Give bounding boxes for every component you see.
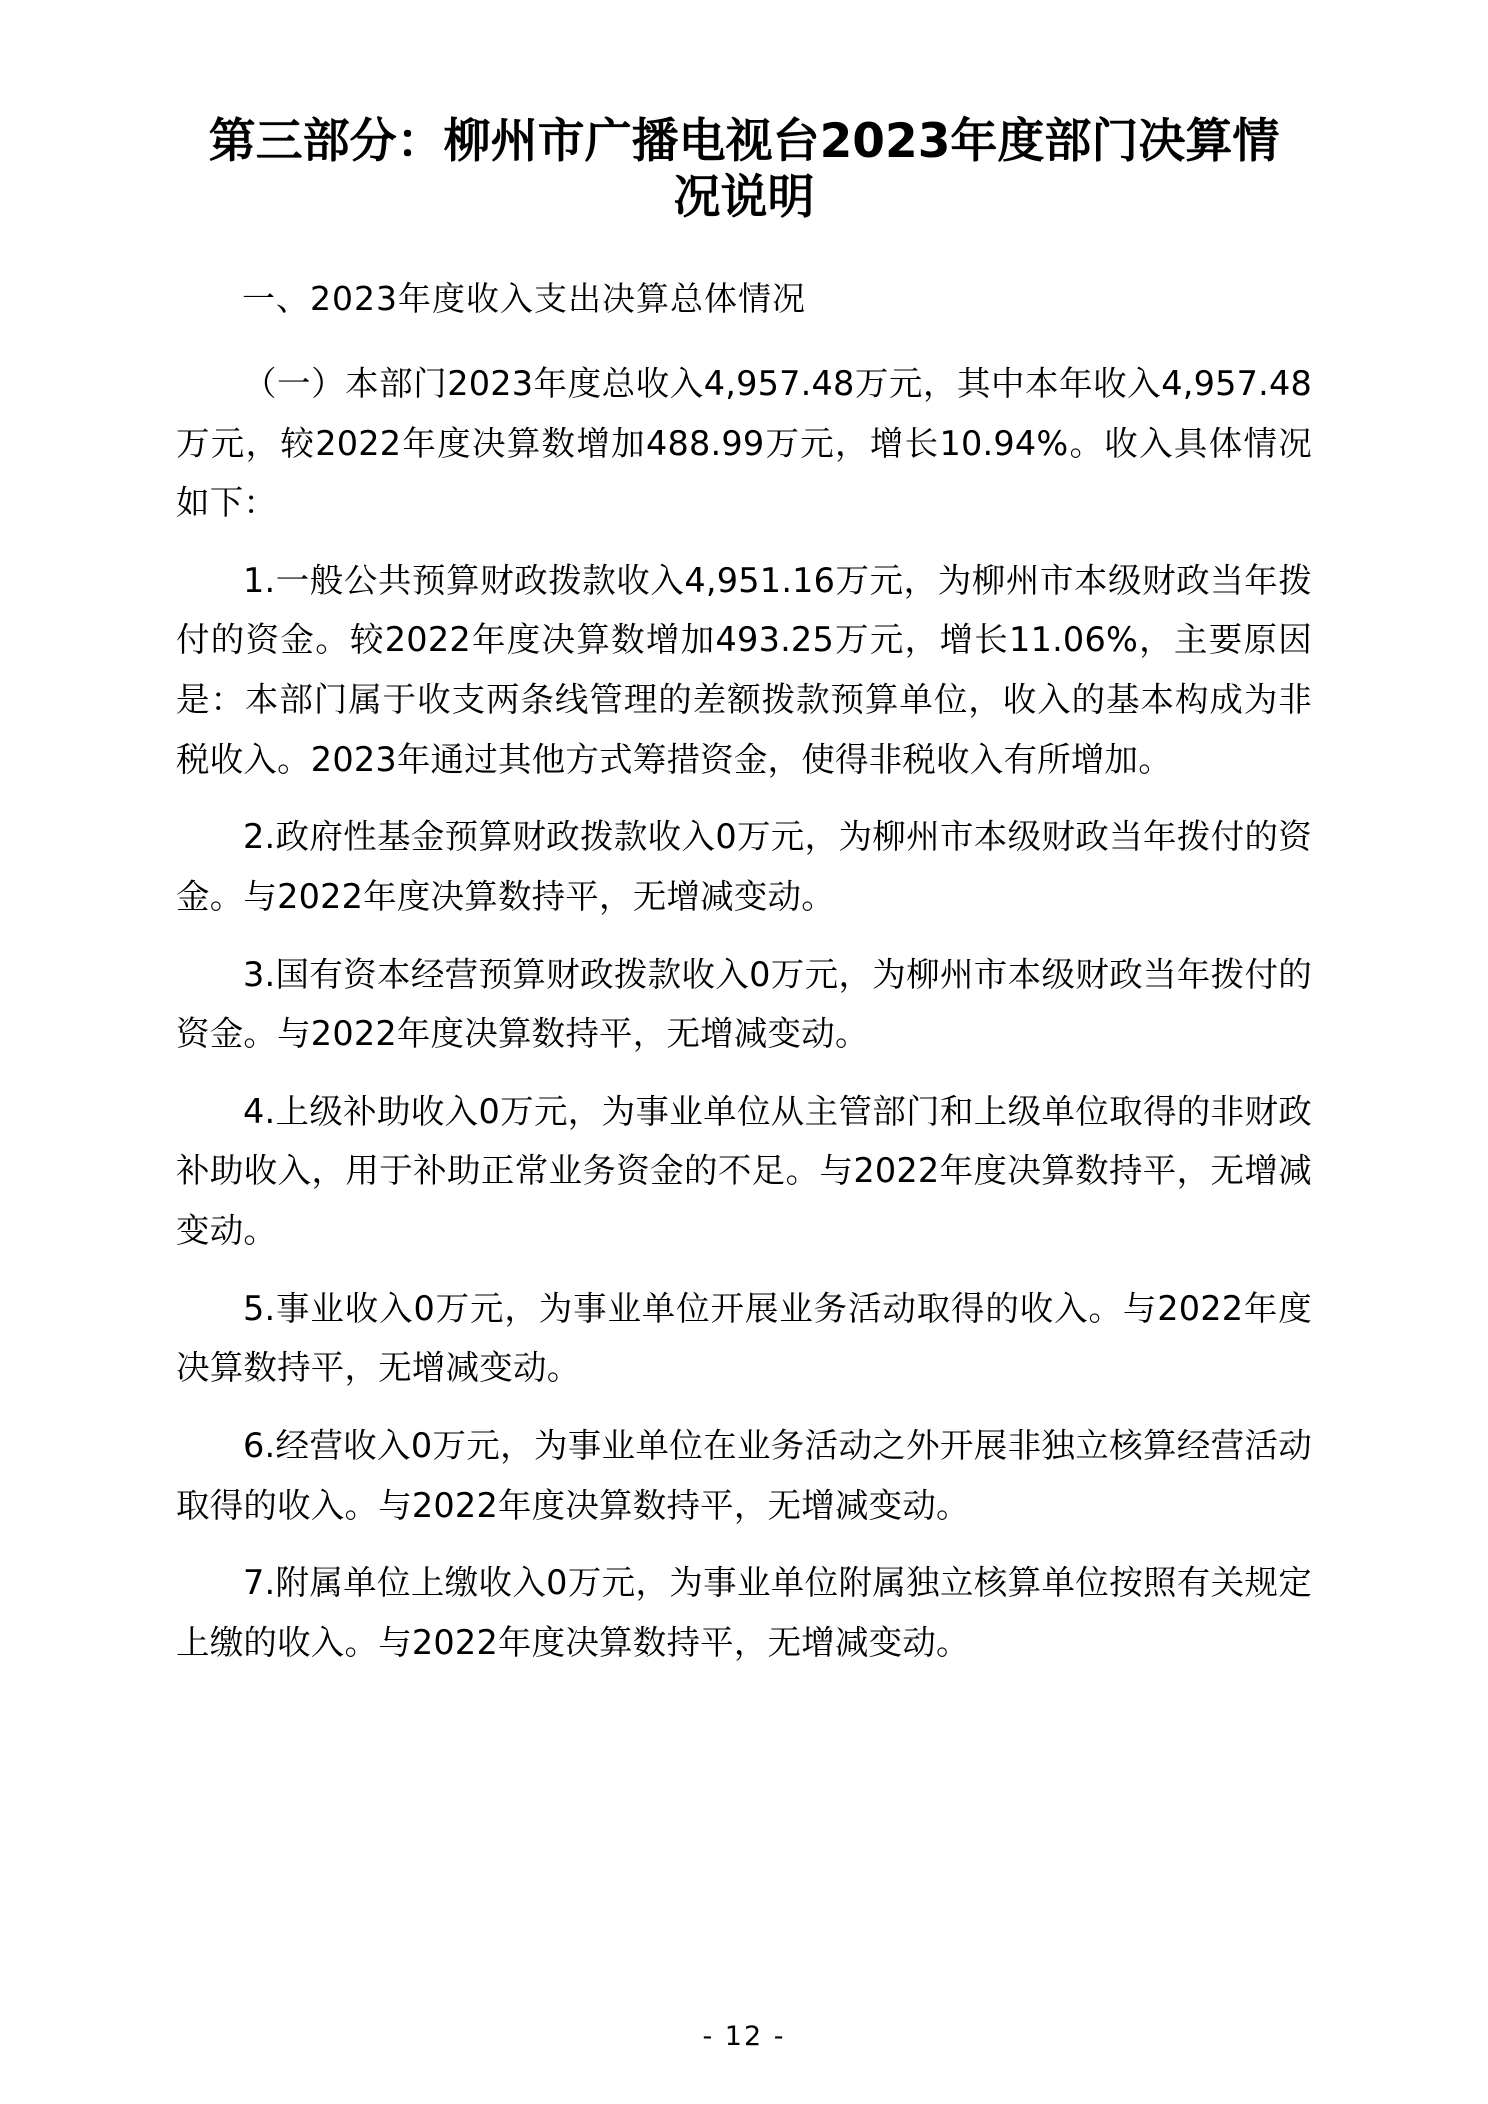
page-number: - 12 - bbox=[702, 2021, 786, 2052]
paragraph-government-fund-budget: 2.政府性基金预算财政拨款收入0万元，为柳州市本级财政当年拨付的资金。与2022年度决算数持平，无增减变动。 bbox=[176, 817, 1312, 916]
paragraph-superior-subsidy-income: 4.上级补助收入0万元，为事业单位从主管部门和上级单位取得的非财政补助收入，用于补助正常业务资金的不足。与2022年度决算数持平，无增减变动。 bbox=[176, 1091, 1312, 1251]
paragraph-total-income: （一）本部门2023年度总收入4,957.48万元，其中本年收入4,957.48万元，较2022年度决算数增加488.99万元，增长10.94%。收入具体情况如下： bbox=[176, 363, 1312, 523]
paragraph-general-public-budget: 1.一般公共预算财政拨款收入4,951.16万元，为柳州市本级财政当年拨付的资金。较2022年度决算数增加493.25万元，增长11.06%，主要原因是：本部门属于收支两条线管理的差额拨款预算单位，收入的基本构成为非税收入。2023年通过其他方式筹措资金，使得非税收入有所增加。 bbox=[176, 560, 1312, 779]
page-title: 第三部分：柳州市广播电视台2023年度部门决算情况说明 bbox=[208, 114, 1280, 226]
paragraph-business-income: 5.事业收入0万元，为事业单位开展业务活动取得的收入。与2022年度决算数持平，无增减变动。 bbox=[176, 1288, 1312, 1388]
section-heading: 一、2023年度收入支出决算总体情况 bbox=[242, 278, 806, 318]
paragraph-operating-income: 6.经营收入0万元，为事业单位在业务活动之外开展非独立核算经营活动取得的收入。与2022年度决算数持平，无增减变动。 bbox=[176, 1425, 1312, 1525]
paragraph-affiliated-unit-income: 7.附属单位上缴收入0万元，为事业单位附属独立核算单位按照有关规定上缴的收入。与2022年度决算数持平，无增减变动。 bbox=[176, 1563, 1312, 1662]
paragraph-state-capital-budget: 3.国有资本经营预算财政拨款收入0万元，为柳州市本级财政当年拨付的资金。与2022年度决算数持平，无增减变动。 bbox=[176, 954, 1312, 1054]
